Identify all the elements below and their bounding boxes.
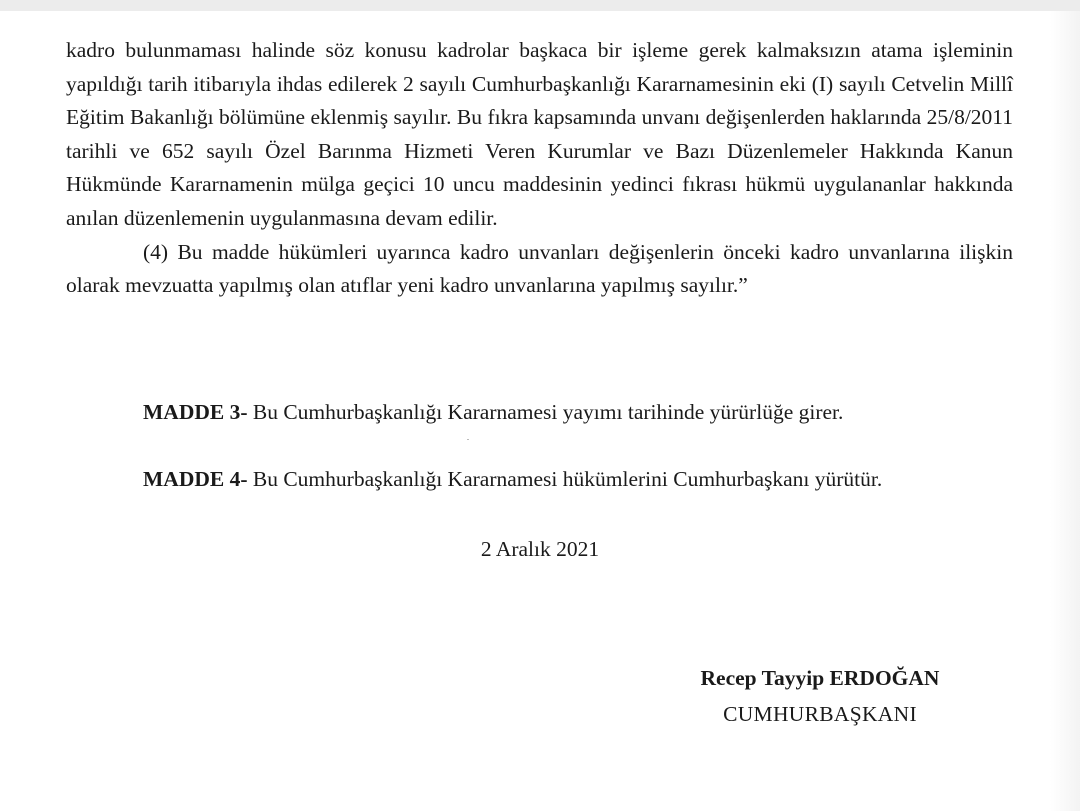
- signatory-title: CUMHURBAŞKANI: [723, 702, 917, 726]
- article-3: [143, 398, 843, 426]
- article-3-heading: MADDE 3-: [143, 400, 248, 424]
- article-4-text: Bu Cumhurbaşkanlığı Kararnamesi hükümlerini Cumhurbaşkanı yürütür.: [247, 467, 883, 491]
- paragraph-continued: kadro bulunmaması halinde söz konusu kadrolar başkaca bir işleme gerek kalmaksızın atama işleminin yapıldığı tarih itibarıyla ihdas edilerek 2 sayılı Cumhurbaşkanlığı Kararnamesinin eki (I) sayılı Cetvelin Millî Eğitim Bakanlığı bölümüne eklenmiş sayılır. Bu fıkra kapsamında unvanı değişenlerden haklarında 25/8/2011 tarihli ve 652 sayılı Özel Barınma Hizmeti Veren Kurumlar ve Bazı Düzenlemeler Hakkında Kanun Hükmünde Kararnamenin mülga geçici 10 uncu maddesinin yedinci fıkrası hükmü uygulananlar hakkında anılan düzenlemenin uygulanmasına devam edilir.: [66, 38, 1013, 230]
- signatory-name: Recep Tayyip ERDOĞAN: [700, 666, 940, 690]
- article-4-heading: MADDE 4-: [143, 467, 248, 491]
- scan-speck: [467, 439, 469, 440]
- signature-block: [664, 660, 976, 732]
- document-date: 2 Aralık 2021: [480, 537, 600, 561]
- article-3-text: Bu Cumhurbaşkanlığı Kararnamesi yayımı tarihinde yürürlüğe girer.: [247, 400, 844, 424]
- article-4: [143, 465, 882, 493]
- document-date-row: [0, 535, 1080, 563]
- body-text: [66, 34, 1013, 303]
- paragraph-4: (4) Bu madde hükümleri uyarınca kadro unvanları değişenlerin önceki kadro unvanlarına ilişkin olarak mevzuatta yapılmış olan atıflar yeni kadro unvanlarına yapılmış sayılır.”: [66, 239, 1013, 298]
